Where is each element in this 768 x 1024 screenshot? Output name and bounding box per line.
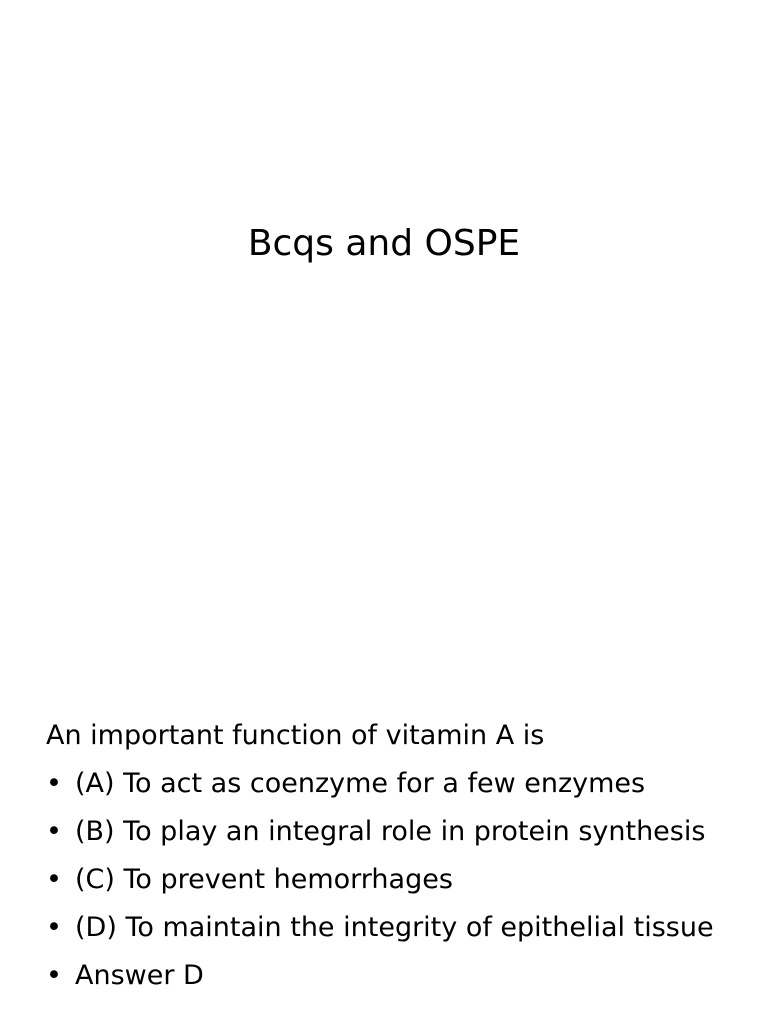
option-c: • (C) To prevent hemorrhages: [46, 860, 736, 900]
question-block: [46, 716, 736, 1004]
option-list: [46, 764, 736, 996]
option-d: • (D) To maintain the integrity of epithelial tissue: [46, 908, 736, 948]
slide-title: Bcqs and OSPE: [247, 223, 521, 264]
option-a: • (A) To act as coenzyme for a few enzymes: [46, 764, 736, 804]
question-text: An important function of vitamin A is: [46, 720, 545, 751]
answer-text: • Answer D: [46, 956, 736, 996]
option-b: • (B) To play an integral role in protein synthesis: [46, 812, 736, 852]
